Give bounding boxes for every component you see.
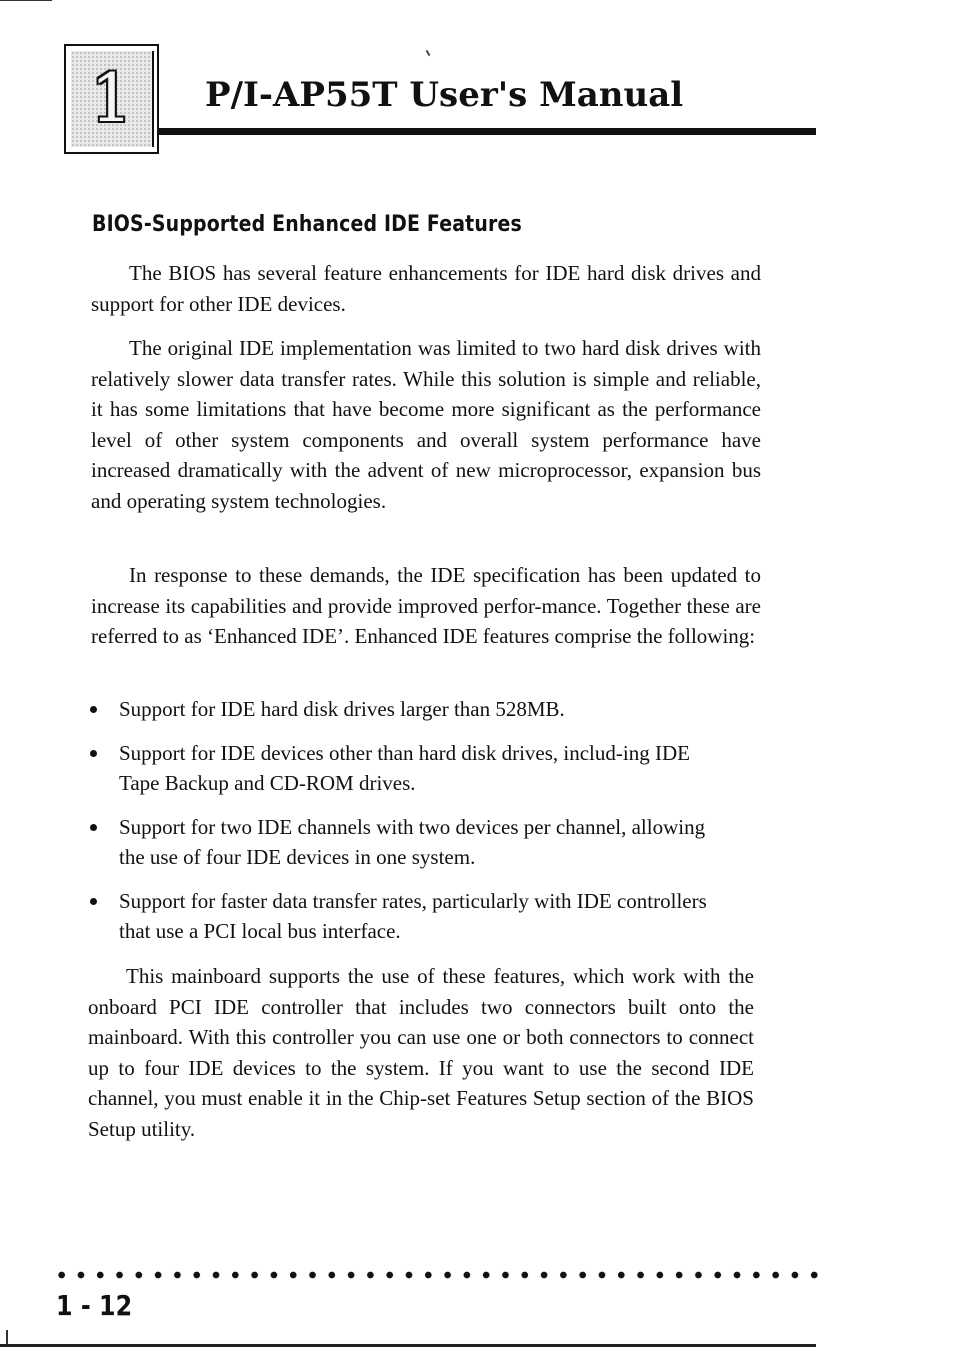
list-item-text: Support for IDE devices other than hard disk drives, includ-ing IDE Tape Backup and CD-ROM drives. [119,740,690,795]
page-bottom-edge [0,1344,816,1347]
paragraph-enhanced-ide: In response to these demands, the IDE specification has been updated to increase its capabilities and provide improved perfor-mance. Together these are referred to as ‘Enhanced IDE’. Enhanced IDE features comprise the following: [91,563,761,648]
chapter-badge [64,44,159,154]
dotted-divider [52,1268,822,1282]
bullet-icon [90,898,97,905]
list-item-text: Support for IDE hard disk drives larger than 528MB. [119,697,565,721]
bullet-icon [90,706,97,713]
list-item-text: Support for faster data transfer rates, particularly with IDE controllers that use a PCI local bus interface. [119,888,707,943]
page-number: 1 - 12 [56,1289,133,1322]
title-underline [159,128,816,135]
list-item [84,694,734,725]
list-item [84,738,734,799]
chapter-badge-pattern [71,51,154,147]
chapter-number: 1 [90,60,133,137]
stray-mark [426,50,431,56]
section-heading: BIOS-Supported Enhanced IDE Features [92,212,522,237]
paragraph-original-ide: The original IDE implementation was limited to two hard disk drives with relatively slower data transfer rates. While this solution is simple and reliable, it has some limitations that have become more significant as the performance level of other system components and overall system performance have increased dramatically with the advent of new microprocessor, expansion bus and operating system technologies. [91,336,761,513]
list-item-text: Support for two IDE channels with two devices per channel, allowing the use of four IDE devices in one system. [119,814,706,869]
paragraph-mainboard-support: This mainboard supports the use of these features, which work with the onboard PCI IDE controller that includes two connectors built onto the mainboard. With this controller you can use one or both connectors to connect up to four IDE devices to the system. If you want to use the second IDE channel, you must enable it in the Chip-set Features Setup section of the BIOS Setup utility. [88,964,754,1141]
list-item [84,812,734,873]
bullet-icon [90,824,97,831]
feature-list [84,694,734,960]
bullet-icon [90,750,97,757]
corner-hairline [0,0,52,1]
manual-title: P/I-AP55T User's Manual [205,75,684,115]
paragraph-intro: The BIOS has several feature enhancements for IDE hard disk drives and support for other IDE devices. [91,261,761,316]
list-item [84,886,734,947]
